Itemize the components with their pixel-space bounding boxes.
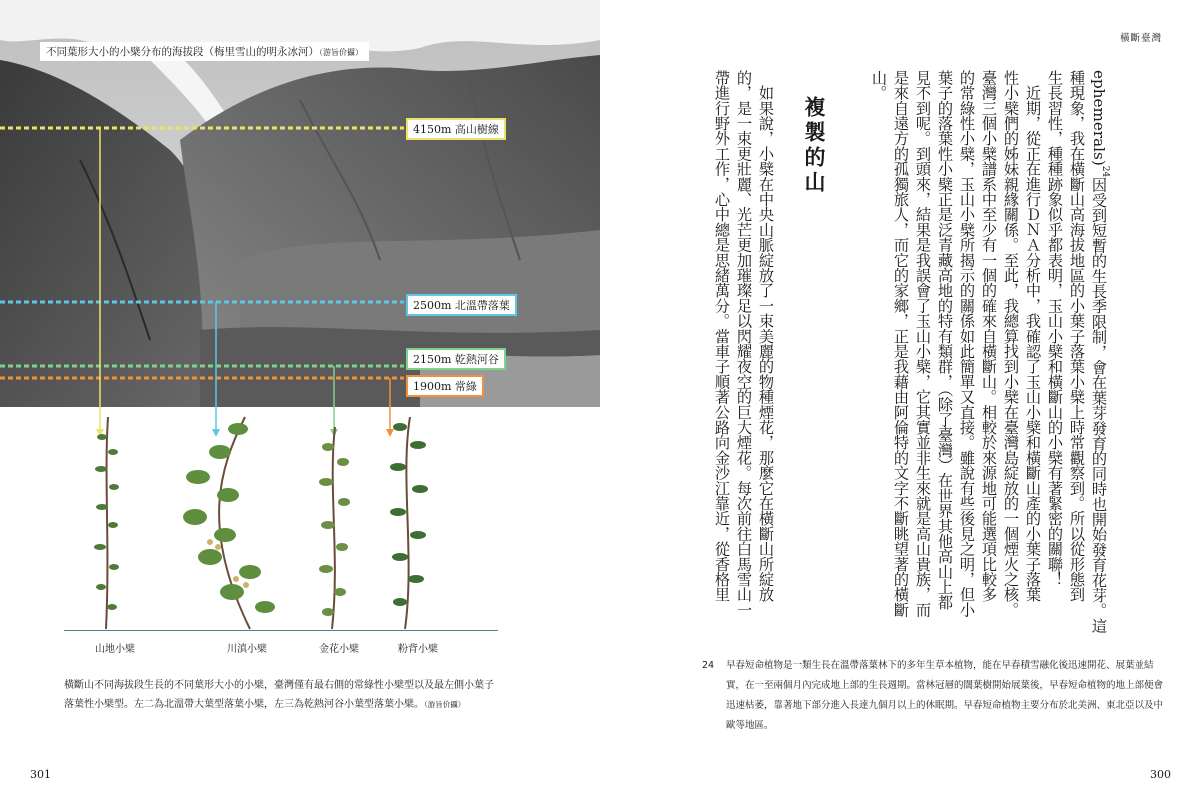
figure-caption bbox=[64, 676, 514, 714]
figure-caption-line: 橫斷山不同海拔段生長的不同葉形大小的小檗，臺灣僅有最右側的常綠性小檗型以及最左側小葉子 bbox=[64, 680, 494, 691]
text-column: 葉子的落葉性小檗正是泛青藏高地的特有類群，（除了臺灣）在世界其他高山上都 bbox=[936, 70, 954, 610]
text-column: ephemerals)$^{24}$因受到短暫的生長季限制，會在葉芽發育的同時也開始發育花芽。這 bbox=[1090, 70, 1111, 634]
text-column: 是來自遠方的孤獨旅人，而它的家鄉，正是我藉由阿倫特的文字不斷眺望著的橫斷 bbox=[892, 70, 910, 618]
branch-label-shandi: 山地小檗 bbox=[95, 644, 135, 655]
altitude-label-evergreen: 1900m 常綠 bbox=[406, 375, 484, 397]
text-column: 的常綠性小檗，玉山小檗所揭示的關係如此簡單又直接。雖說有些後見之明，但小 bbox=[958, 70, 976, 618]
text-column: 近期，從正在進行ＤＮＡ分析中，我確認了玉山小檗和橫斷山產的小葉子落葉 bbox=[1024, 70, 1042, 602]
page-number-right: 300 bbox=[1150, 768, 1171, 781]
branch-label-fenbei: 粉背小檗 bbox=[398, 644, 438, 655]
text-column: 帶進行野外工作，心中總是思緒萬分。當車子順著公路向金沙江靠近，從香格里 bbox=[713, 70, 731, 602]
text-column: 生長習性，種種跡象似乎都表明，玉山小檗和橫斷山的小檗有著緊密的關聯！ bbox=[1046, 70, 1064, 587]
branch-label-jinhua: 金花小檗 bbox=[319, 644, 359, 655]
footnote-number: 24 bbox=[702, 660, 715, 671]
text-column: 的，是一束更壯麗、光芒更加璀璨足以閃耀夜空的巨大煙花。每次前往白馬雪山一 bbox=[735, 70, 753, 618]
text-column: 種現象，我在橫斷山高海拔地區的小葉子落葉小檗上時常觀察到。所以從形態到 bbox=[1068, 70, 1086, 602]
branch-shandi bbox=[94, 417, 119, 629]
text-column: 臺灣三個小檗譜系中至少有一個的確來自橫斷山。相較於來源地可能選項比較多 bbox=[980, 70, 998, 602]
branch-chuandian bbox=[183, 417, 275, 629]
branch-label-chuandian: 川滇小檗 bbox=[227, 644, 267, 655]
mountain-photo bbox=[0, 0, 600, 407]
text-column: 如果說，小檗在中央山脈綻放了一束美麗的物種煙花，那麼它在橫斷山所綻放 bbox=[757, 70, 775, 602]
altitude-label-treeline: 4150m 高山樹線 bbox=[406, 118, 506, 140]
running-header: 橫斷臺灣 bbox=[1120, 33, 1163, 44]
text-column: 見不到呢。到頭來，結果是我誤會了玉山小檗，它其實並非生來就是高山貴族，而 bbox=[914, 70, 932, 618]
page-number-left: 301 bbox=[30, 768, 51, 781]
footnote bbox=[702, 656, 1166, 736]
branch-specimens bbox=[60, 407, 500, 632]
section-title: 複製的山 bbox=[802, 96, 827, 196]
branch-jinhua bbox=[319, 427, 350, 629]
photo-caption: 不同葉形大小的小檗分布的海拔段（梅里雪山的明永冰河）（游旨价攝） bbox=[40, 42, 369, 61]
footnote-text: 早春短命植物是一類生長在溫帶落葉林下的多年生草本植物，能在早春積雪融化後迅速開花、展葉並結實，在一至兩個月內完成地上部的生長週期。當林冠層的闊葉樹開始展葉後，早春短命植物的地上部便會迅速枯萎，靠著地下部分進入長達九個月以上的休眠期。早春短命植物主要分布於北美洲、東北亞以及中歐等地區。 bbox=[726, 660, 1164, 731]
figure-caption-line: 落葉性小檗型。左二為北溫帶大葉型落葉小檗，左三為乾熱河谷小葉型落葉小檗。（游旨价攝） bbox=[64, 699, 466, 710]
branch-fenbei bbox=[390, 417, 428, 629]
text-column: 山。 bbox=[870, 70, 888, 101]
altitude-label-dryvalley: 2150m 乾熱河谷 bbox=[406, 348, 506, 370]
altitude-label-temperate: 2500m 北溫帶落葉 bbox=[406, 294, 517, 316]
text-column: 性小檗們的姊妹親緣關係。至此，我總算找到小檗在臺灣島綻放的一個煙火之核。 bbox=[1002, 70, 1020, 618]
ground-line bbox=[64, 630, 498, 631]
